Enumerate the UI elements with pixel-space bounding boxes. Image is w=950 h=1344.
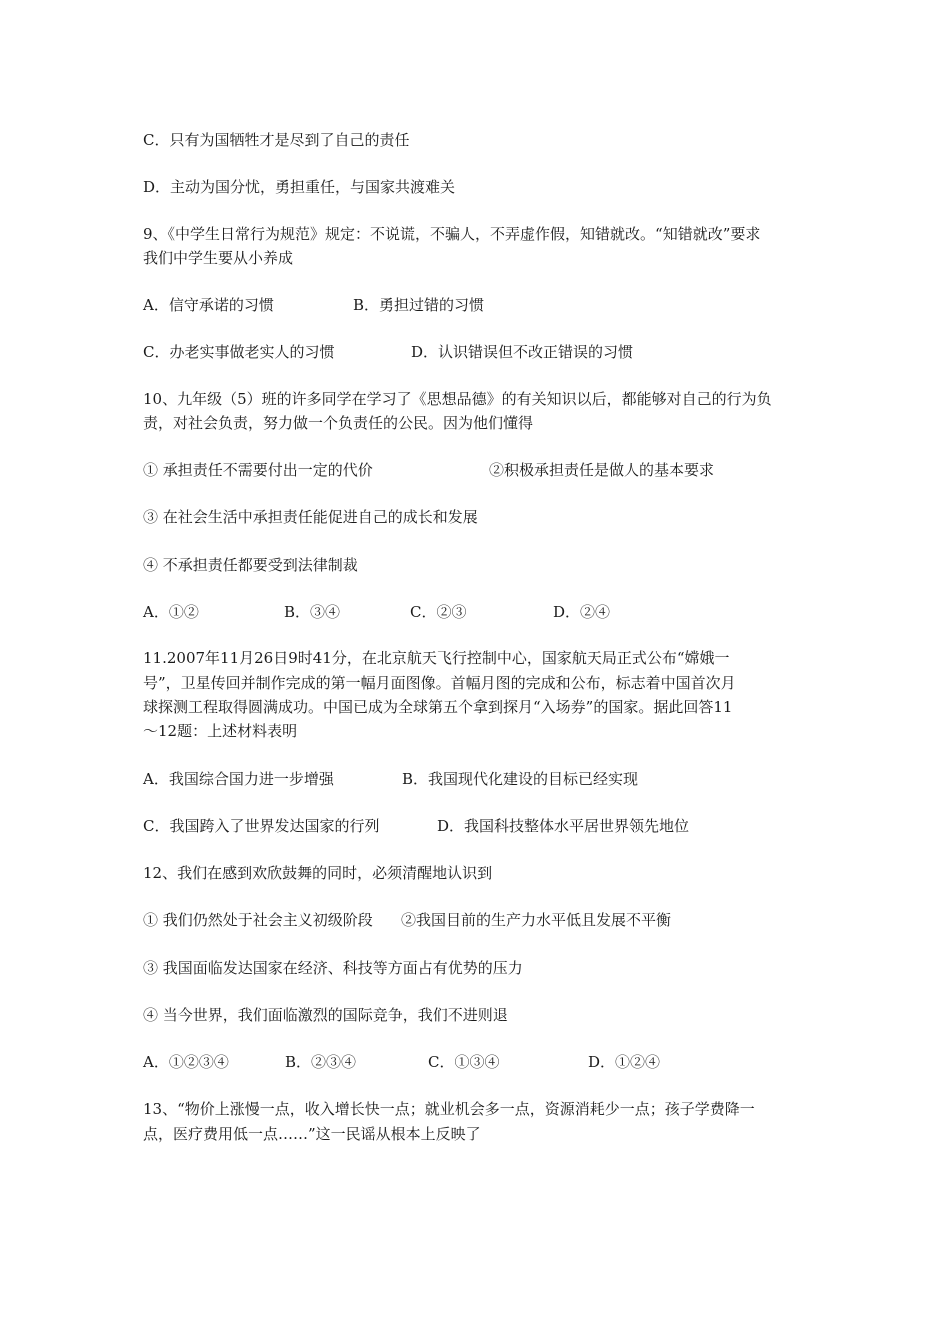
option-12d: D．①②④ (588, 1053, 661, 1071)
option-9c: C．办老实事做老实人的习惯 (143, 343, 335, 361)
question-11-line-1: 11.2007年11月26日9时41分，在北京航天飞行控制中心，国家航天局正式公布“嫦娥一 (143, 649, 730, 667)
option-11b: B．我国现代化建设的目标已经实现 (402, 770, 639, 788)
option-11a: A．我国综合国力进一步增强 (143, 770, 334, 788)
statement-12-2: ②我国目前的生产力水平低且发展不平衡 (401, 911, 672, 929)
statement-10-2: ②积极承担责任是做人的基本要求 (489, 461, 715, 479)
statement-10-1: ① 承担责任不需要付出一定的代价 (143, 461, 373, 479)
statement-12-3: ③ 我国面临发达国家在经济、科技等方面占有优势的压力 (143, 959, 523, 977)
question-11-line-3: 球探测工程取得圆满成功。中国已成为全球第五个拿到探月“入场券”的国家。据此回答11 (143, 698, 733, 716)
question-9-line-1: 9、《中学生日常行为规范》规定：不说谎，不骗人，不弄虚作假，知错就改。“知错就改”要求 (143, 225, 761, 243)
question-10-line-1: 10、九年级（5）班的许多同学在学习了《思想品德》的有关知识以后，都能够对自己的行为负 (143, 390, 772, 408)
question-10-line-2: 责，对社会负责，努力做一个负责任的公民。因为他们懂得 (143, 414, 534, 432)
question-13-line-2: 点，医疗费用低一点……”这一民谣从根本上反映了 (143, 1125, 481, 1143)
question-13-line-1: 13、“物价上涨慢一点，收入增长快一点；就业机会多一点，资源消耗少一点；孩子学费降一 (143, 1100, 755, 1118)
statement-12-4: ④ 当今世界，我们面临激烈的国际竞争，我们不进则退 (143, 1006, 508, 1024)
options-10 (143, 605, 823, 620)
option-10c: C．②③ (410, 603, 467, 621)
statements-10-12 (143, 463, 823, 478)
option-10b: B．③④ (284, 603, 341, 621)
options-11-cd (143, 819, 823, 834)
option-10d: D．②④ (553, 603, 611, 621)
option-10a: A．①② (143, 603, 199, 621)
question-11-line-2: 号”，卫星传回并制作完成的第一幅月面图像。首幅月图的完成和公布，标志着中国首次月 (143, 674, 736, 692)
statements-12-12 (143, 913, 823, 928)
statement-12-1: ① 我们仍然处于社会主义初级阶段 (143, 911, 373, 929)
option-9a: A．信守承诺的习惯 (143, 296, 274, 314)
option-8c: C．只有为国牺牲才是尽到了自己的责任 (143, 131, 410, 149)
options-11-ab (143, 772, 823, 787)
question-11-line-4: ～12题：上述材料表明 (143, 722, 298, 740)
statement-10-4: ④ 不承担责任都要受到法律制裁 (143, 556, 358, 574)
option-11c: C．我国跨入了世界发达国家的行列 (143, 817, 380, 835)
options-9-cd (143, 345, 823, 360)
question-12: 12、我们在感到欢欣鼓舞的同时，必须清醒地认识到 (143, 864, 493, 882)
option-11d: D．我国科技整体水平居世界领先地位 (437, 817, 690, 835)
option-12c: C．①③④ (428, 1053, 500, 1071)
options-9-ab (143, 298, 823, 313)
question-9-line-2: 我们中学生要从小养成 (143, 249, 294, 267)
option-12b: B．②③④ (285, 1053, 357, 1071)
option-8d: D．主动为国分忧，勇担重任，与国家共渡难关 (143, 178, 456, 196)
option-12a: A．①②③④ (143, 1053, 229, 1071)
options-12 (143, 1055, 823, 1070)
statement-10-3: ③ 在社会生活中承担责任能促进自己的成长和发展 (143, 508, 478, 526)
option-9d: D．认识错误但不改正错误的习惯 (411, 343, 634, 361)
option-9b: B．勇担过错的习惯 (353, 296, 485, 314)
